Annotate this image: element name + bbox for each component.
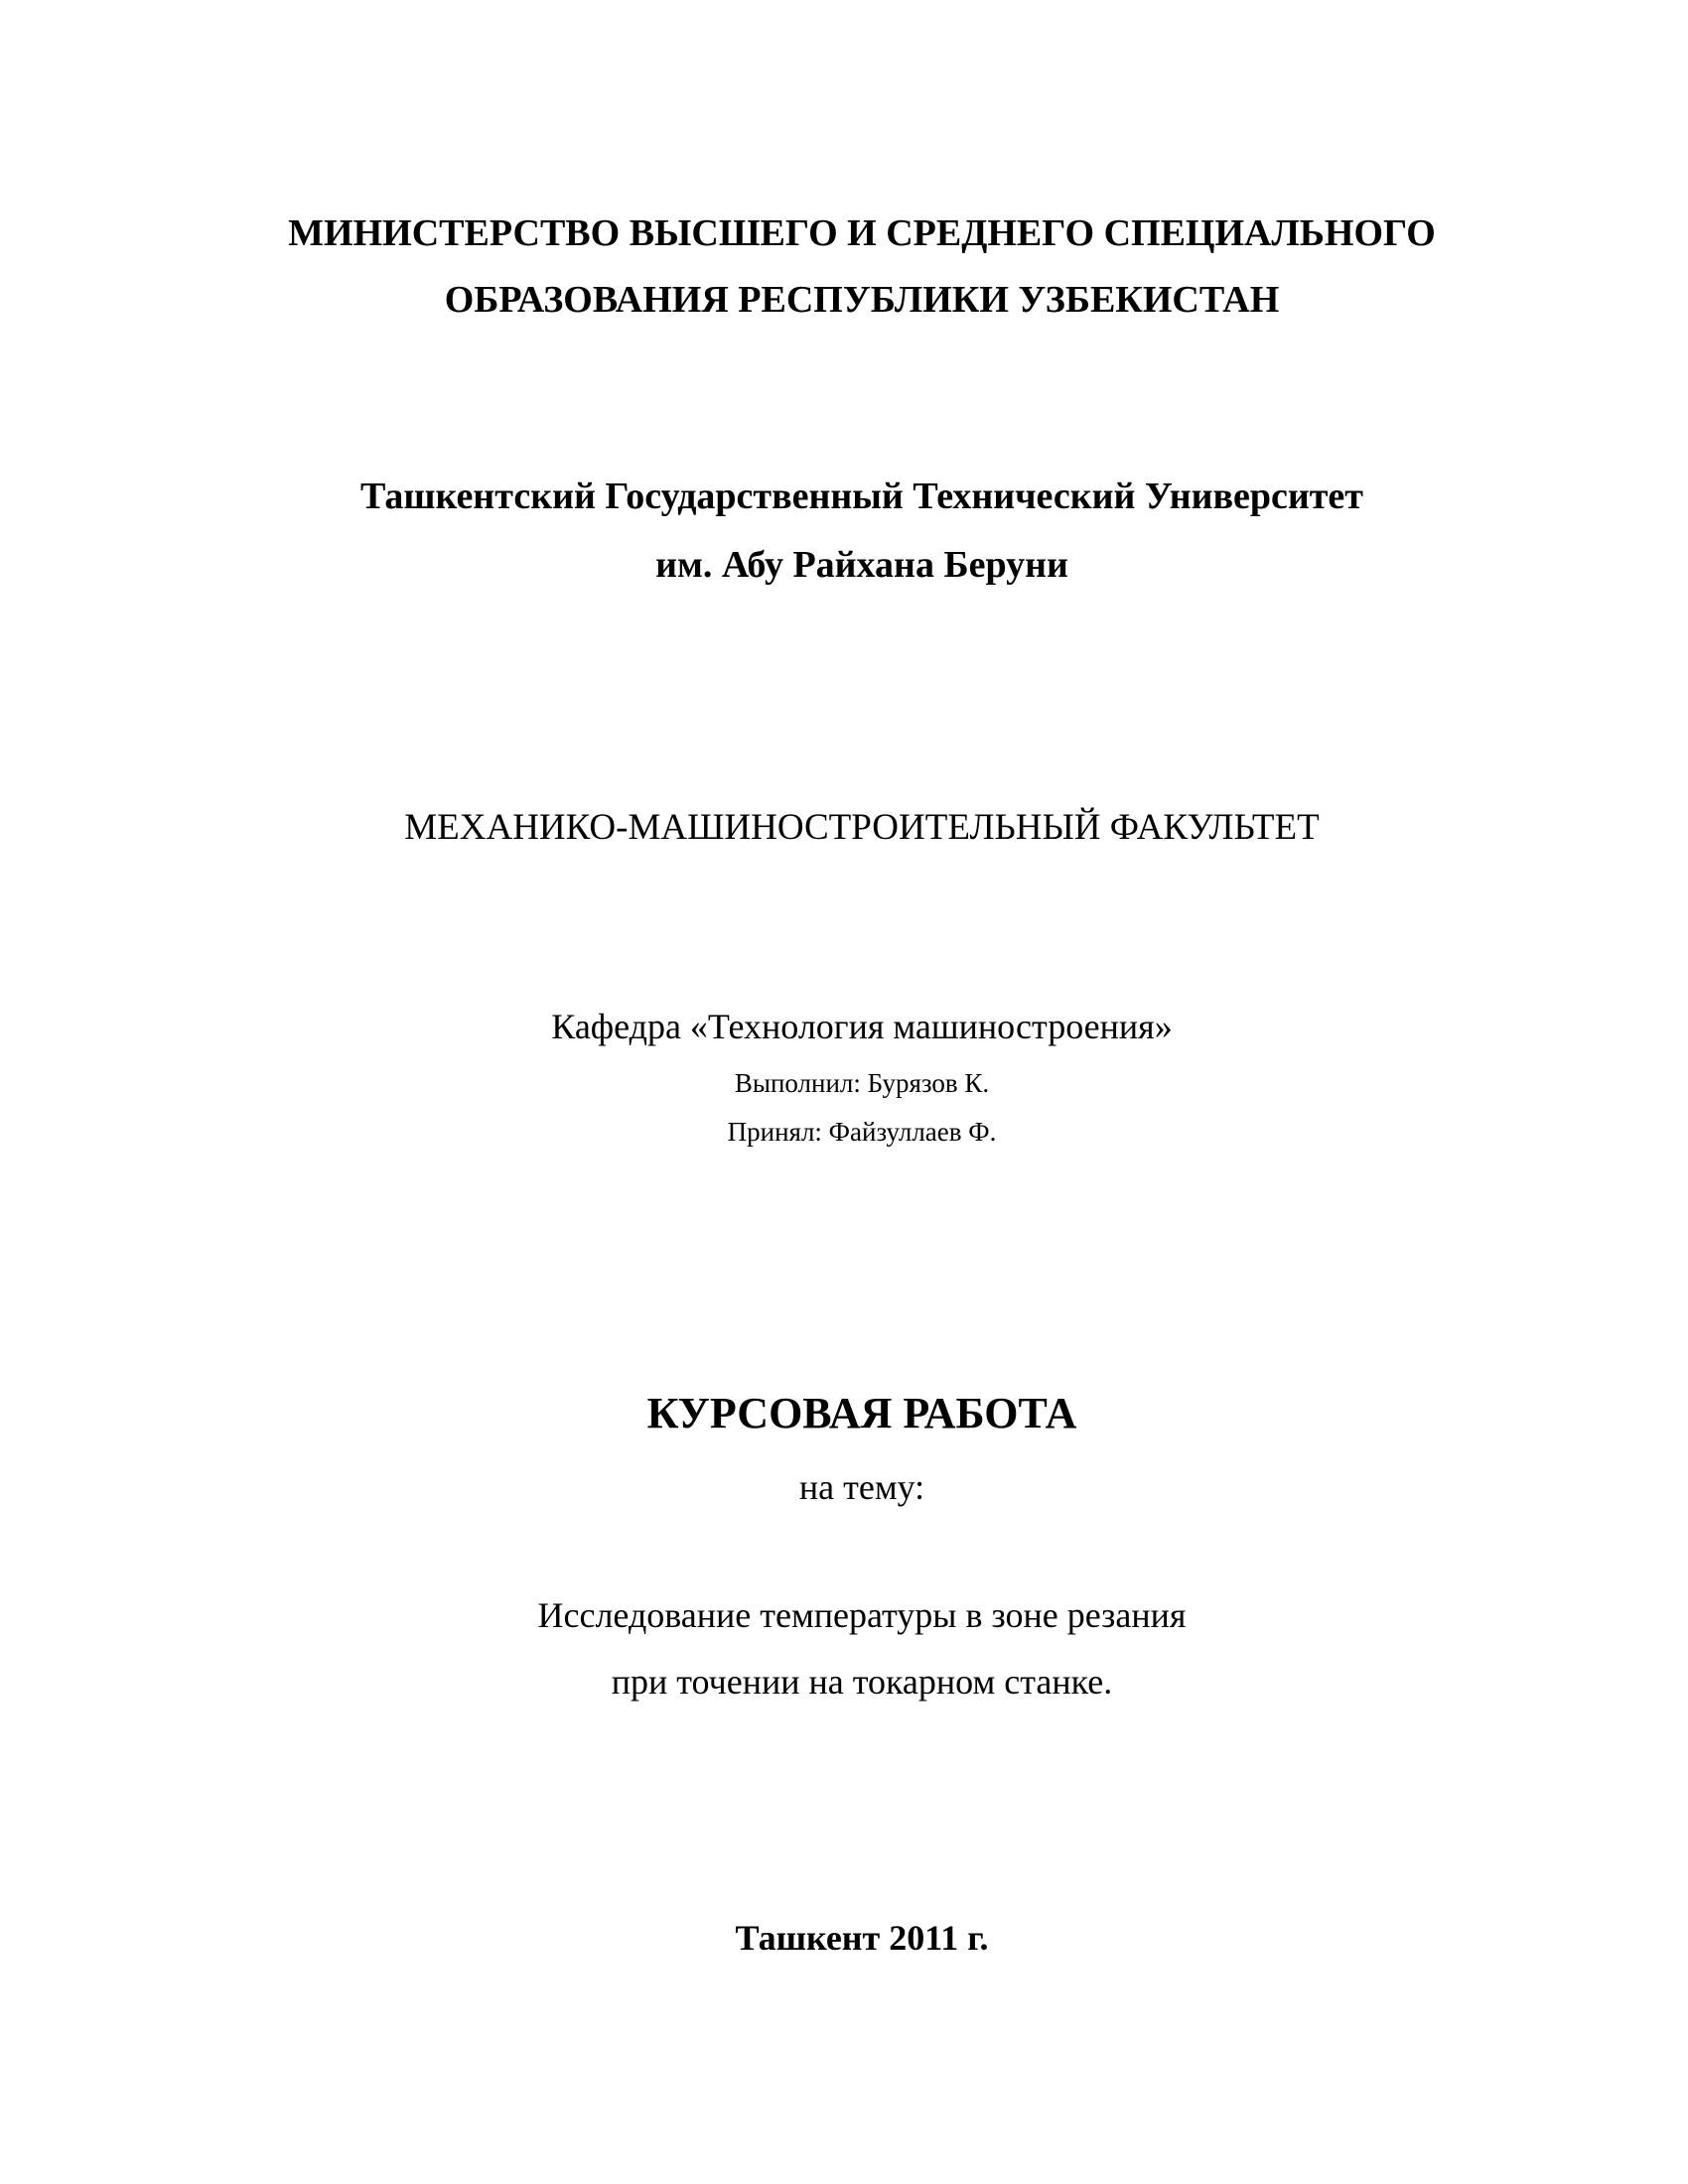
- university-named-after: им. Абу Райхана Беруни: [655, 544, 1068, 586]
- university-name: Ташкентский Государственный Технический Университет: [360, 476, 1363, 517]
- topic-line-1: Исследование температуры в зоне резания: [537, 1595, 1187, 1635]
- work-type-title: КУРСОВАЯ РАБОТА: [646, 1389, 1077, 1437]
- city-year: Ташкент 2011 г.: [735, 1918, 989, 1958]
- faculty-name: МЕХАНИКО-МАШИНОСТРОИТЕЛЬНЫЙ ФАКУЛЬТЕТ: [404, 807, 1320, 848]
- accepted-by: Принял: Файзуллаев Ф.: [727, 1117, 997, 1147]
- topic-line-2: при точении на токарном станке.: [611, 1662, 1113, 1702]
- department-name: Кафедра «Технология машиностроения»: [551, 1007, 1173, 1046]
- ministry-line-1: МИНИСТЕРСТВО ВЫСШЕГО И СРЕДНЕГО СПЕЦИАЛЬНОГО: [288, 212, 1436, 254]
- performed-by: Выполнил: Бурязов К.: [734, 1068, 990, 1098]
- ministry-line-2: ОБРАЗОВАНИЯ РЕСПУБЛИКИ УЗБЕКИСТАН: [444, 279, 1280, 321]
- on-topic-label: на тему:: [798, 1467, 925, 1507]
